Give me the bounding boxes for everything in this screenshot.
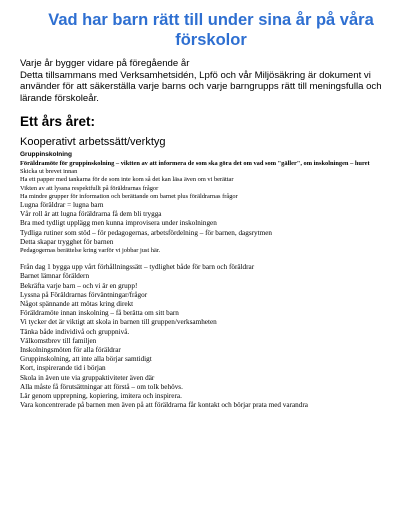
block-intro bbox=[20, 160, 402, 168]
section-heading: Ett års året: bbox=[20, 114, 96, 129]
text-line: Bra med tydligt upplägg men kunna improvisera under inskolningen bbox=[20, 219, 217, 228]
small-note: Ha mindre grupper för information och berättande om barnet plus föräldrarnas frågor bbox=[20, 192, 238, 200]
small-note: Skicka ut brevet innan bbox=[20, 168, 78, 176]
intro-line: Varje år bygger vidare på föregående år bbox=[20, 58, 190, 69]
block-intro-text: Föräldramöte för gruppinskolning – viktten av att informera de som ska göra det om vad som "gäller", om inskolningen – huret bbox=[20, 160, 370, 167]
subsection-heading: Kooperativt arbetssätt/verktyg bbox=[20, 136, 166, 148]
text-line: Detta skapar trygghet för barnen bbox=[20, 237, 114, 246]
text-line: Välkomstbrev till familjen bbox=[20, 336, 97, 345]
text-line: Pedagogernas berättelse kring varför vi jobbar just här. bbox=[20, 247, 161, 255]
text-line: Något spännande att mötas kring direkt bbox=[20, 300, 134, 309]
block2-lines bbox=[20, 263, 402, 410]
text-line: Kort, inspirerande tid i början bbox=[20, 364, 106, 373]
text-line: Inskolningsmöten för alla föräldrar bbox=[20, 346, 121, 355]
block1-lines bbox=[20, 201, 402, 247]
text-line: Föräldramöte innan inskolning – få berätta om sitt barn bbox=[20, 309, 179, 318]
small-notes bbox=[20, 168, 402, 201]
block-label: Gruppinskolning bbox=[20, 151, 72, 158]
text-line: Barnet lämnar föräldern bbox=[20, 272, 90, 281]
small-note: Vikten av att lyssna respektfullt på föräldrarnas frågor bbox=[20, 184, 159, 192]
small-note: Ha ett papper med tankarna för de som inte kom så det kan läsa även om vi berättar bbox=[20, 176, 234, 184]
text-line: Tänka både individivå och gruppnivå. bbox=[20, 327, 130, 336]
text-line: Bekräfta varje barn – och vi är en grupp! bbox=[20, 281, 138, 290]
text-line: Lugna föräldrar = lugna barn bbox=[20, 201, 104, 210]
intro-text bbox=[20, 58, 402, 104]
text-line: Lär genom upprepning, kopiering, imitera och inspirera. bbox=[20, 392, 182, 401]
text-line: Från dag 1 bygga upp vårt förhållningssätt – tydlighet både för barn och föräldrar bbox=[20, 263, 255, 272]
text-line: Alla måste få förutsättningar att förstå – om tolk behövs. bbox=[20, 382, 183, 391]
text-line: Skola in även ute via gruppaktiviteter även där bbox=[20, 373, 155, 382]
text-line: Lyssna på Föräldrarnas förväntningar/frågor bbox=[20, 290, 148, 299]
text-line: Gruppinskolning, att inte alla börjar samtidigt bbox=[20, 355, 152, 364]
text-line: Vi tycker det är viktigt att skola in barnen till gruppen/verksamheten bbox=[20, 318, 217, 327]
block1-note bbox=[20, 247, 402, 255]
intro-line: Detta tillsammans med Verksamhetsidén, Lpfö och vår Miljösäkring är dokument vi använder för att säkerställa varje barns och varje barngrupps rätt till meningsfulla och lärande förskoleår. bbox=[20, 69, 382, 104]
text-line: Vår roll är att lugna föräldrarna få dem bli trygga bbox=[20, 210, 162, 219]
text-line: Tydliga rutiner som stöd – för pedagogernas, arbetsfördelning – för barnen, dagsrytmen bbox=[20, 228, 272, 237]
page-title: Vad har barn rätt till under sina år på våra förskolor bbox=[48, 11, 374, 49]
text-line: Vara koncentrerade på barnen men även på att föräldrarna får kontakt och börjar prata med varandra bbox=[20, 401, 308, 410]
